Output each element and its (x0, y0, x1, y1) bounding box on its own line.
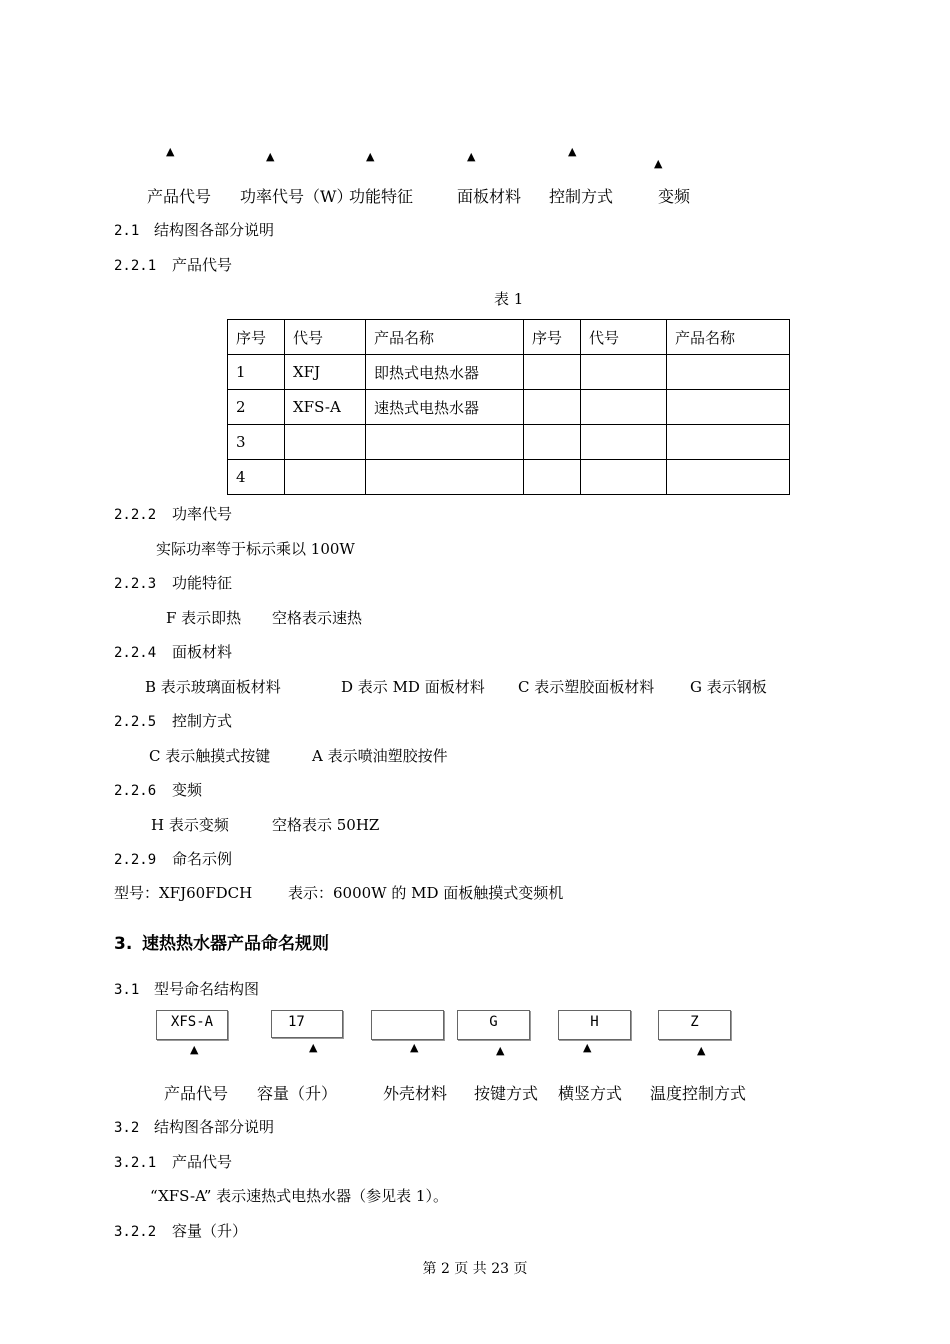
table-cell (667, 355, 790, 390)
model-code-box: 17 (271, 1010, 343, 1038)
section-title: 变频 (172, 781, 203, 799)
table-header-cell: 序号 (228, 320, 285, 355)
body-text: 空格表示速热 (272, 609, 363, 627)
table-cell: 速热式电热水器 (366, 390, 524, 425)
body-text: 型号：XFJ60FDCH (114, 884, 253, 902)
table-cell (667, 460, 790, 495)
section-heading (114, 978, 259, 999)
subsection-heading (114, 1220, 247, 1241)
section-title: 功率代号 (172, 505, 233, 523)
diagram-label: 功率代号（W） (240, 187, 353, 206)
section-title: 功能特征 (172, 574, 233, 592)
subsection-heading (114, 254, 232, 275)
section-number: 2.2.3 (114, 576, 157, 592)
subsection-heading (114, 641, 232, 662)
arrow-up-icon: ▲ (496, 1044, 505, 1057)
section-title: 产品代号 (172, 1153, 233, 1171)
model-code-box: H (558, 1010, 631, 1040)
model-code-box: Z (658, 1010, 731, 1040)
body-text: A 表示喷油塑胶按件 (312, 747, 448, 765)
table-cell (667, 425, 790, 460)
table-cell: 1 (228, 355, 285, 390)
table-cell (581, 390, 667, 425)
subsection-heading (114, 503, 232, 524)
table-header-cell: 代号 (285, 320, 366, 355)
body-text: D 表示 MD 面板材料 (341, 678, 485, 696)
table-cell (581, 355, 667, 390)
arrow-up-icon: ▲ (410, 1041, 419, 1054)
arrow-up-icon: ▲ (654, 157, 663, 170)
section-number: 3.2.1 (114, 1155, 157, 1171)
section-title: 命名示例 (172, 850, 233, 868)
diagram-label: 功能特征 (349, 187, 414, 206)
table-cell: 2 (228, 390, 285, 425)
table-header-cell: 序号 (524, 320, 581, 355)
diagram-label: 温度控制方式 (650, 1084, 747, 1103)
table-cell: 即热式电热水器 (366, 355, 524, 390)
body-text: C 表示塑胶面板材料 (518, 678, 655, 696)
diagram-label: 变频 (658, 187, 691, 206)
model-code-box: XFS-A (156, 1010, 228, 1040)
body-text: H 表示变频 (151, 816, 229, 834)
table-caption: 表 1 (494, 290, 524, 308)
body-text: 表示：6000W 的 MD 面板触摸式变频机 (288, 884, 564, 902)
body-text: 空格表示 50HZ (272, 816, 380, 834)
section-title: 产品代号 (172, 256, 233, 274)
diagram-label: 面板材料 (457, 187, 522, 206)
page-footer: 第 2 页 共 23 页 (422, 1261, 528, 1277)
diagram-label: 产品代号 (164, 1084, 229, 1103)
arrow-up-icon: ▲ (166, 145, 175, 158)
table-header-cell: 产品名称 (667, 320, 790, 355)
table-cell (366, 460, 524, 495)
section-title: 容量（升） (172, 1222, 248, 1240)
subsection-heading (114, 710, 232, 731)
arrow-up-icon: ▲ (568, 145, 577, 158)
table-cell: 3 (228, 425, 285, 460)
table-header-cell: 代号 (581, 320, 667, 355)
table-cell (581, 460, 667, 495)
diagram-label: 按键方式 (474, 1084, 539, 1103)
product-code-table (227, 319, 790, 495)
section-title: 型号命名结构图 (154, 980, 260, 998)
section-number: 3.2 (114, 1120, 140, 1136)
section-title: 结构图各部分说明 (154, 1118, 275, 1136)
section-number: 2.2.1 (114, 258, 157, 274)
section-number: 3. (114, 934, 133, 954)
section-number: 2.2.4 (114, 645, 157, 661)
model-code-box: G (457, 1010, 530, 1040)
table-cell: 4 (228, 460, 285, 495)
arrow-up-icon: ▲ (467, 150, 476, 163)
table-header-cell: 产品名称 (366, 320, 524, 355)
table-row (228, 390, 790, 425)
table-cell: XFJ (285, 355, 366, 390)
subsection-heading (114, 779, 202, 800)
table-cell: XFS-A (285, 390, 366, 425)
table-cell (285, 460, 366, 495)
section-number: 2.2.6 (114, 783, 157, 799)
section-title: 控制方式 (172, 712, 233, 730)
table-cell (285, 425, 366, 460)
arrow-up-icon: ▲ (366, 150, 375, 163)
table-cell (366, 425, 524, 460)
table-cell (524, 425, 581, 460)
body-text: “XFS-A” 表示速热式电热水器（参见表 1）。 (150, 1187, 448, 1205)
diagram-label: 外壳材料 (383, 1084, 448, 1103)
table-row (228, 425, 790, 460)
table-cell (524, 355, 581, 390)
section-heading (114, 1116, 274, 1137)
body-text: C 表示触摸式按键 (149, 747, 271, 765)
body-text: 实际功率等于标示乘以 100W (156, 540, 355, 558)
arrow-up-icon: ▲ (266, 150, 275, 163)
body-text: B 表示玻璃面板材料 (145, 678, 281, 696)
section-number: 3.2.2 (114, 1224, 157, 1240)
body-text: G 表示钢板 (690, 678, 767, 696)
arrow-up-icon: ▲ (190, 1043, 199, 1056)
table-cell (524, 460, 581, 495)
subsection-heading (114, 848, 232, 869)
body-text: F 表示即热 (166, 609, 242, 627)
section-heading (114, 219, 274, 240)
subsection-heading (114, 572, 232, 593)
diagram-label: 容量（升） (257, 1084, 338, 1103)
table-cell (524, 390, 581, 425)
chapter-heading (114, 929, 329, 954)
arrow-up-icon: ▲ (583, 1041, 592, 1054)
section-number: 3.1 (114, 982, 140, 998)
subsection-heading (114, 1151, 232, 1172)
arrow-up-icon: ▲ (697, 1044, 706, 1057)
table-row (228, 355, 790, 390)
section-title: 速热热水器产品命名规则 (142, 934, 329, 954)
diagram-label: 横竖方式 (558, 1084, 623, 1103)
section-number: 2.2.5 (114, 714, 157, 730)
diagram-label: 控制方式 (549, 187, 614, 206)
arrow-up-icon: ▲ (309, 1041, 318, 1054)
table-cell (667, 390, 790, 425)
section-number: 2.2.2 (114, 507, 157, 523)
section-number: 2.2.9 (114, 852, 157, 868)
section-title: 面板材料 (172, 643, 233, 661)
table-cell (581, 425, 667, 460)
section-number: 2.1 (114, 223, 140, 239)
section-title: 结构图各部分说明 (154, 221, 275, 239)
table-row (228, 460, 790, 495)
model-code-box (371, 1010, 444, 1040)
diagram-label: 产品代号 (147, 187, 212, 206)
table-header-row (228, 320, 790, 355)
